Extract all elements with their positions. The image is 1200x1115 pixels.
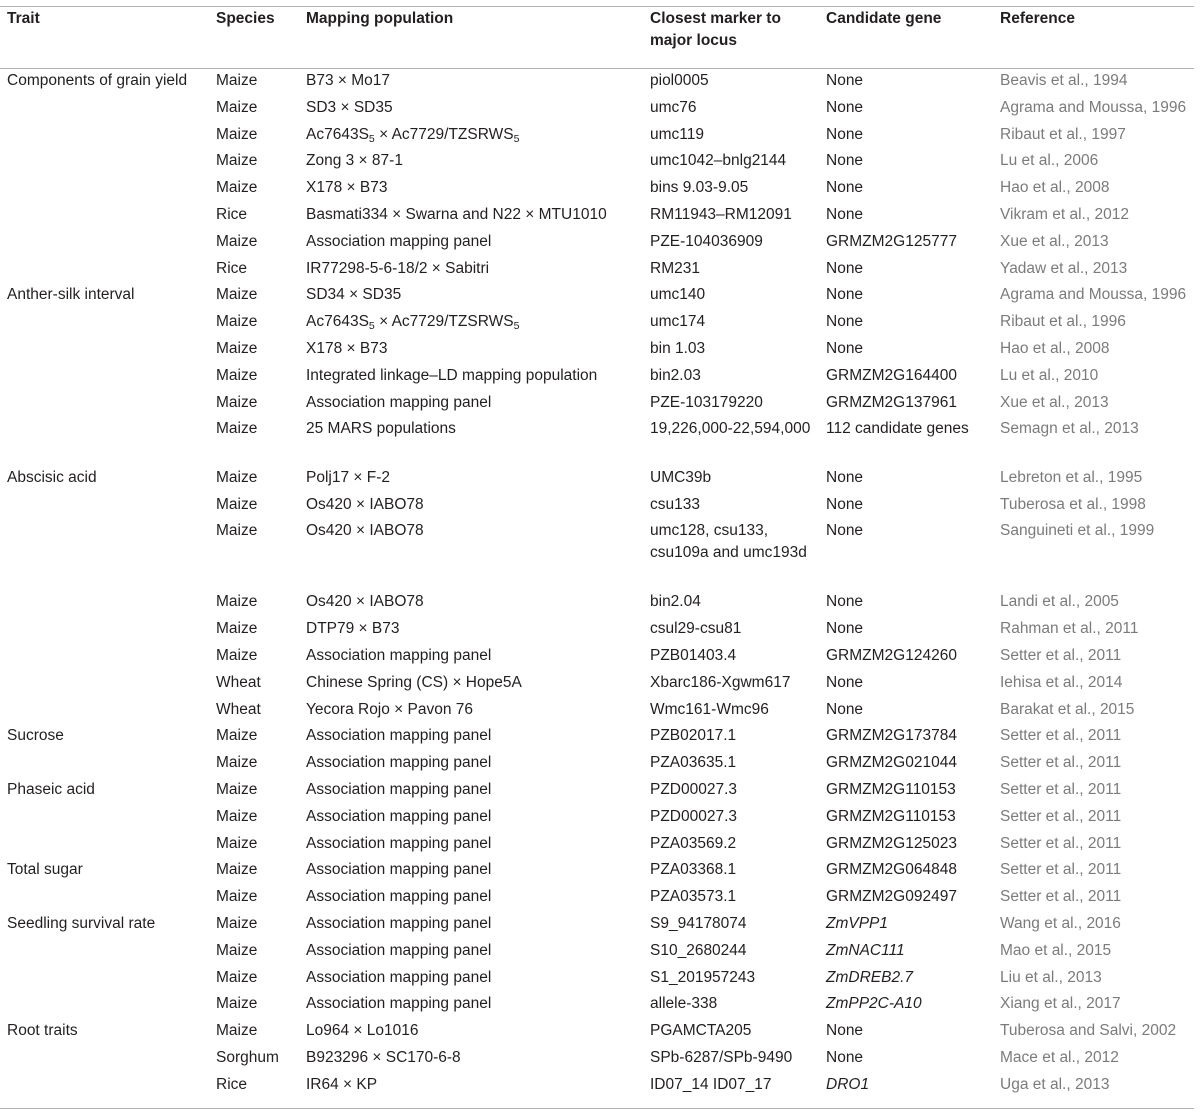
cell-marker: bin 1.03 bbox=[650, 339, 706, 357]
cell-trait bbox=[0, 390, 216, 417]
cell-reference: Landi et al., 2005 bbox=[1000, 593, 1119, 611]
cell-marker: S9_94178074 bbox=[650, 915, 747, 933]
cell-species: Maize bbox=[216, 125, 258, 143]
cell-marker: S10_2680244 bbox=[650, 941, 747, 959]
cell-population: Association mapping panel bbox=[306, 232, 492, 250]
cell-reference: Semagn et al., 2013 bbox=[1000, 420, 1139, 438]
cell-trait bbox=[0, 697, 216, 724]
cell-species: Maize bbox=[216, 861, 258, 879]
cell-population: IR77298-5-6-18/2 × Sabitri bbox=[306, 259, 490, 277]
bottom-rule bbox=[0, 1108, 1194, 1109]
cell-trait bbox=[0, 1072, 216, 1099]
cell-species: Rice bbox=[216, 1075, 248, 1093]
cell-reference: Lu et al., 2006 bbox=[1000, 152, 1099, 170]
cell-species: Rice bbox=[216, 259, 248, 277]
cell-trait bbox=[0, 643, 216, 670]
cell-marker: umc119 bbox=[650, 125, 704, 143]
cell-candidate-gene: None bbox=[826, 620, 864, 638]
cell-trait bbox=[0, 831, 216, 858]
cell-species: Maize bbox=[216, 393, 258, 411]
table-row bbox=[0, 831, 1194, 858]
cell-candidate-gene bbox=[826, 965, 1000, 992]
cell-trait: Components of grain yield bbox=[7, 72, 188, 89]
cell-trait: Sucrose bbox=[7, 727, 64, 745]
cell-reference: Ribaut et al., 1996 bbox=[1000, 313, 1126, 331]
cell-marker: PZA03368.1 bbox=[650, 861, 737, 879]
cell-reference: Agrama and Moussa, 1996 bbox=[1000, 286, 1187, 304]
cell-trait bbox=[0, 670, 216, 697]
cell-species: Maize bbox=[216, 888, 258, 906]
cell-reference: Rahman et al., 2011 bbox=[1000, 620, 1139, 638]
table-row bbox=[0, 616, 1194, 643]
cell-population: Association mapping panel bbox=[306, 393, 492, 411]
cell-species: Maize bbox=[216, 72, 258, 89]
cell-marker: RM11943–RM12091 bbox=[650, 205, 792, 223]
cell-marker: csu133 bbox=[650, 495, 700, 513]
cell-candidate-gene: GRMZM2G064848 bbox=[826, 861, 957, 879]
cell-species: Maize bbox=[216, 468, 258, 486]
cell-species: Maize bbox=[216, 98, 258, 116]
cell-reference: Uga et al., 2013 bbox=[1000, 1075, 1110, 1093]
cell-species: Maize bbox=[216, 941, 258, 959]
cell-trait bbox=[0, 616, 216, 643]
cell-reference: Yadaw et al., 2013 bbox=[1000, 259, 1128, 277]
table-row bbox=[0, 229, 1194, 256]
cell-candidate-gene bbox=[826, 938, 1000, 965]
table-row bbox=[0, 938, 1194, 965]
cell-candidate-gene: GRMZM2G125023 bbox=[826, 834, 957, 852]
cell-candidate-gene: None bbox=[826, 522, 864, 540]
cell-marker: PZB02017.1 bbox=[650, 727, 737, 745]
cell-marker: umc128, csu133, csu109a and umc193d bbox=[650, 522, 807, 562]
cell-reference: Xue et al., 2013 bbox=[1000, 232, 1109, 250]
cell-marker: umc76 bbox=[650, 98, 697, 116]
cell-population: Association mapping panel bbox=[306, 995, 492, 1013]
cell-trait bbox=[0, 938, 216, 965]
cell-population: SD34 × SD35 bbox=[306, 286, 402, 304]
cell-candidate-gene bbox=[826, 911, 1000, 938]
cell-candidate-gene bbox=[826, 1072, 1000, 1099]
cell-species: Maize bbox=[216, 339, 258, 357]
cell-species: Maize bbox=[216, 179, 258, 197]
cell-marker: PZD00027.3 bbox=[650, 807, 738, 825]
cell-candidate-gene: None bbox=[826, 286, 864, 304]
cell-marker: RM231 bbox=[650, 259, 700, 277]
cell-trait bbox=[0, 1045, 216, 1072]
cell-reference: Wang et al., 2016 bbox=[1000, 915, 1121, 933]
cell-marker: PGAMCTA205 bbox=[650, 1022, 752, 1040]
cell-reference: Lebreton et al., 1995 bbox=[1000, 468, 1143, 486]
table-row bbox=[0, 492, 1194, 519]
cell-reference: Tuberosa et al., 1998 bbox=[1000, 495, 1146, 513]
header-population: Mapping population bbox=[306, 10, 454, 27]
cell-population: Lo964 × Lo1016 bbox=[306, 1022, 419, 1040]
cell-trait bbox=[0, 804, 216, 831]
cell-trait: Anther-silk interval bbox=[7, 286, 135, 304]
cell-candidate-gene: None bbox=[826, 313, 864, 331]
cell-trait bbox=[0, 518, 216, 589]
table-row bbox=[0, 518, 1194, 589]
cell-candidate-gene: GRMZM2G164400 bbox=[826, 366, 957, 384]
cell-reference: Lu et al., 2010 bbox=[1000, 366, 1099, 384]
cell-population: Association mapping panel bbox=[306, 915, 492, 933]
population-text: $Ac7643S_5$ × $Ac7729/TZSRWS_5$ bbox=[306, 125, 520, 145]
cell-trait: Total sugar bbox=[7, 861, 83, 879]
cell-candidate-gene: None bbox=[826, 1022, 864, 1040]
cell-marker: PZB01403.4 bbox=[650, 647, 737, 665]
cell-population: X178 × B73 bbox=[306, 339, 388, 357]
cell-trait bbox=[0, 991, 216, 1018]
cell-reference: Sanguineti et al., 1999 bbox=[1000, 522, 1155, 540]
cell-species: Maize bbox=[216, 495, 258, 513]
cell-candidate-gene: GRMZM2G173784 bbox=[826, 727, 957, 745]
cell-population: Polj17 × F-2 bbox=[306, 468, 391, 486]
cell-population: Association mapping panel bbox=[306, 754, 492, 772]
cell-reference: Hao et al., 2008 bbox=[1000, 339, 1110, 357]
cell-population: Zong 3 × 87-1 bbox=[306, 152, 403, 170]
table-row bbox=[0, 750, 1194, 777]
cell-trait bbox=[0, 589, 216, 616]
cell-marker: ID07_14 ID07_17 bbox=[650, 1075, 772, 1093]
cell-population: Association mapping panel bbox=[306, 781, 492, 799]
cell-trait: Abscisic acid bbox=[7, 468, 97, 486]
cell-trait bbox=[0, 416, 216, 465]
table-body bbox=[0, 68, 1194, 1099]
cell-candidate-gene: GRMZM2G092497 bbox=[826, 888, 957, 906]
cell-population: Association mapping panel bbox=[306, 647, 492, 665]
cell-marker: Xbarc186-Xgwm617 bbox=[650, 673, 791, 691]
cell-population: Association mapping panel bbox=[306, 888, 492, 906]
cell-marker: bin2.03 bbox=[650, 366, 701, 384]
cell-species: Rice bbox=[216, 205, 248, 223]
cell-candidate-gene: None bbox=[826, 98, 864, 116]
table-row bbox=[0, 282, 1194, 309]
table-row bbox=[0, 777, 1194, 804]
table-row bbox=[0, 148, 1194, 175]
cell-marker: umc1042–bnlg2144 bbox=[650, 152, 787, 170]
cell-marker: S1_201957243 bbox=[650, 968, 756, 986]
cell-species: Wheat bbox=[216, 673, 261, 691]
cell-trait: Phaseic acid bbox=[7, 781, 95, 799]
cell-candidate-gene: GRMZM2G021044 bbox=[826, 754, 957, 772]
cell-species: Maize bbox=[216, 286, 258, 304]
cell-candidate-gene: GRMZM2G137961 bbox=[826, 393, 957, 411]
cell-candidate-gene: GRMZM2G110153 bbox=[826, 807, 956, 825]
cell-species: Maize bbox=[216, 232, 258, 250]
cell-population: X178 × B73 bbox=[306, 179, 388, 197]
cell-candidate-gene: None bbox=[826, 339, 864, 357]
cell-marker: umc174 bbox=[650, 313, 706, 331]
cell-trait bbox=[0, 202, 216, 229]
cell-trait: Root traits bbox=[7, 1022, 78, 1040]
cell-species: Maize bbox=[216, 522, 258, 540]
table-row bbox=[0, 965, 1194, 992]
table-row bbox=[0, 465, 1194, 492]
cell-marker: PZA03573.1 bbox=[650, 888, 737, 906]
table-row bbox=[0, 697, 1194, 724]
table-row bbox=[0, 884, 1194, 911]
cell-population: Basmati334 × Swarna and N22 × MTU1010 bbox=[306, 205, 607, 223]
cell-reference: Mao et al., 2015 bbox=[1000, 941, 1112, 959]
cell-marker: PZA03635.1 bbox=[650, 754, 737, 772]
cell-marker: PZA03569.2 bbox=[650, 834, 737, 852]
candidate-gene-italic: DRO1 bbox=[826, 1075, 870, 1093]
candidate-gene-italic: ZmVPP1 bbox=[826, 915, 889, 933]
cell-trait bbox=[0, 256, 216, 283]
cell-species: Maize bbox=[216, 754, 258, 772]
cell-species: Maize bbox=[216, 915, 258, 933]
cell-species: Maize bbox=[216, 834, 258, 852]
table-row bbox=[0, 95, 1194, 122]
cell-candidate-gene: None bbox=[826, 179, 864, 197]
table-row bbox=[0, 122, 1194, 149]
top-rule bbox=[0, 6, 1194, 7]
cell-reference: Setter et al., 2011 bbox=[1000, 807, 1122, 825]
cell-candidate-gene: None bbox=[826, 673, 864, 691]
cell-population: 25 MARS populations bbox=[306, 420, 456, 438]
header-marker: Closest marker to major locus bbox=[650, 10, 781, 49]
cell-species: Maize bbox=[216, 620, 258, 638]
cell-candidate-gene: None bbox=[826, 700, 864, 718]
table-row bbox=[0, 416, 1194, 465]
table-row bbox=[0, 670, 1194, 697]
cell-marker: Wmc161-Wmc96 bbox=[650, 700, 769, 718]
table-row bbox=[0, 804, 1194, 831]
header-gene: Candidate gene bbox=[826, 10, 942, 27]
table-row bbox=[0, 857, 1194, 884]
cell-trait bbox=[0, 229, 216, 256]
cell-marker: bins 9.03-9.05 bbox=[650, 179, 749, 197]
cell-candidate-gene: GRMZM2G125777 bbox=[826, 232, 957, 250]
cell-population: Association mapping panel bbox=[306, 807, 492, 825]
cell-marker: PZE-103179220 bbox=[650, 393, 763, 411]
population-text: $Ac7643S_5$ × $Ac7729/TZSRWS_5$ bbox=[306, 313, 520, 333]
header-reference: Reference bbox=[1000, 10, 1075, 27]
cell-population: Association mapping panel bbox=[306, 968, 492, 986]
cell-candidate-gene: GRMZM2G110153 bbox=[826, 781, 956, 799]
cell-population bbox=[306, 122, 650, 149]
cell-reference: Mace et al., 2012 bbox=[1000, 1049, 1119, 1066]
cell-candidate-gene: None bbox=[826, 125, 864, 143]
cell-population: Integrated linkage–LD mapping population bbox=[306, 366, 598, 384]
header-trait: Trait bbox=[7, 10, 40, 27]
cell-population: Association mapping panel bbox=[306, 727, 492, 745]
table-row bbox=[0, 390, 1194, 417]
cell-population: Os420 × IABO78 bbox=[306, 495, 424, 513]
table-row bbox=[0, 336, 1194, 363]
cell-reference: Setter et al., 2011 bbox=[1000, 861, 1122, 879]
cell-reference: Barakat et al., 2015 bbox=[1000, 700, 1135, 718]
cell-population: Os420 × IABO78 bbox=[306, 522, 424, 540]
cell-trait bbox=[0, 336, 216, 363]
cell-population: Association mapping panel bbox=[306, 861, 492, 879]
cell-reference: Xue et al., 2013 bbox=[1000, 393, 1109, 411]
cell-trait bbox=[0, 492, 216, 519]
cell-candidate-gene: None bbox=[826, 152, 864, 170]
cell-reference: Setter et al., 2011 bbox=[1000, 727, 1122, 745]
cell-population: Chinese Spring (CS) × Hope5A bbox=[306, 673, 522, 691]
table-row bbox=[0, 309, 1194, 336]
cell-species: Maize bbox=[216, 1022, 258, 1040]
cell-reference: Beavis et al., 1994 bbox=[1000, 72, 1128, 89]
cell-trait: Seedling survival rate bbox=[7, 915, 156, 933]
cell-marker: UMC39b bbox=[650, 468, 712, 486]
cell-species: Sorghum bbox=[216, 1049, 279, 1066]
cell-candidate-gene: 112 candidate genes bbox=[826, 420, 969, 438]
cell-reference: Setter et al., 2011 bbox=[1000, 834, 1122, 852]
cell-trait bbox=[0, 122, 216, 149]
cell-reference: Hao et al., 2008 bbox=[1000, 179, 1110, 197]
candidate-gene-italic: ZmNAC111 bbox=[826, 941, 905, 959]
table-row bbox=[0, 911, 1194, 938]
cell-trait bbox=[0, 95, 216, 122]
candidate-gene-italic: ZmPP2C-A10 bbox=[826, 995, 922, 1013]
cell-population: IR64 × KP bbox=[306, 1075, 378, 1093]
cell-candidate-gene: None bbox=[826, 205, 864, 223]
header-species: Species bbox=[216, 10, 275, 27]
cell-population: Association mapping panel bbox=[306, 941, 492, 959]
cell-marker: PZD00027.3 bbox=[650, 781, 738, 799]
cell-candidate-gene: GRMZM2G124260 bbox=[826, 647, 957, 665]
cell-marker: 19,226,000-22,594,000 bbox=[650, 420, 811, 438]
cell-candidate-gene: None bbox=[826, 259, 864, 277]
cell-candidate-gene: None bbox=[826, 593, 864, 611]
table-row bbox=[0, 1045, 1194, 1072]
candidate-gene-italic: ZmDREB2.7 bbox=[826, 968, 913, 986]
cell-reference: Iehisa et al., 2014 bbox=[1000, 673, 1123, 691]
cell-reference: Agrama and Moussa, 1996 bbox=[1000, 98, 1187, 116]
cell-candidate-gene: None bbox=[826, 1049, 864, 1066]
cell-species: Maize bbox=[216, 420, 258, 438]
cell-species: Maize bbox=[216, 727, 258, 745]
cell-marker: piol0005 bbox=[650, 72, 709, 89]
table-row bbox=[0, 723, 1194, 750]
cell-marker: PZE-104036909 bbox=[650, 232, 763, 250]
cell-trait bbox=[0, 884, 216, 911]
cell-marker: csul29-csu81 bbox=[650, 620, 742, 638]
cell-reference: Setter et al., 2011 bbox=[1000, 888, 1122, 906]
cell-reference: Setter et al., 2011 bbox=[1000, 754, 1122, 772]
cell-population: DTP79 × B73 bbox=[306, 620, 400, 638]
table-row bbox=[0, 1072, 1194, 1099]
cell-population: Os420 × IABO78 bbox=[306, 593, 424, 611]
cell-candidate-gene bbox=[826, 991, 1000, 1018]
table-row bbox=[0, 256, 1194, 283]
cell-reference: Ribaut et al., 1997 bbox=[1000, 125, 1126, 143]
cell-candidate-gene: None bbox=[826, 72, 864, 89]
cell-trait bbox=[0, 175, 216, 202]
cell-trait bbox=[0, 363, 216, 390]
cell-species: Maize bbox=[216, 807, 258, 825]
cell-trait bbox=[0, 965, 216, 992]
table-row bbox=[0, 643, 1194, 670]
cell-population bbox=[306, 309, 650, 336]
cell-species: Wheat bbox=[216, 700, 261, 718]
table-row bbox=[0, 68, 1194, 95]
cell-reference: Xiang et al., 2017 bbox=[1000, 995, 1121, 1013]
table-row bbox=[0, 589, 1194, 616]
cell-species: Maize bbox=[216, 593, 258, 611]
cell-species: Maize bbox=[216, 313, 258, 331]
cell-reference: Vikram et al., 2012 bbox=[1000, 205, 1129, 223]
table-row bbox=[0, 363, 1194, 390]
cell-species: Maize bbox=[216, 995, 258, 1013]
cell-marker: umc140 bbox=[650, 286, 706, 304]
cell-reference: Setter et al., 2011 bbox=[1000, 781, 1122, 799]
cell-population: SD3 × SD35 bbox=[306, 98, 393, 116]
cell-species: Maize bbox=[216, 152, 258, 170]
cell-reference: Liu et al., 2013 bbox=[1000, 968, 1102, 986]
cell-species: Maize bbox=[216, 647, 258, 665]
cell-species: Maize bbox=[216, 366, 258, 384]
cell-species: Maize bbox=[216, 781, 258, 799]
table-header-row bbox=[0, 8, 1194, 68]
table-row bbox=[0, 202, 1194, 229]
table-row bbox=[0, 175, 1194, 202]
table-row bbox=[0, 1018, 1194, 1045]
cell-candidate-gene: None bbox=[826, 495, 864, 513]
cell-trait bbox=[0, 309, 216, 336]
cell-trait bbox=[0, 148, 216, 175]
cell-population: Association mapping panel bbox=[306, 834, 492, 852]
cell-reference: Setter et al., 2011 bbox=[1000, 647, 1122, 665]
cell-population: B923296 × SC170-6-8 bbox=[306, 1049, 461, 1066]
cell-marker: SPb-6287/SPb-9490 bbox=[650, 1049, 793, 1066]
cell-species: Maize bbox=[216, 968, 258, 986]
cell-population: Yecora Rojo × Pavon 76 bbox=[306, 700, 474, 718]
cell-reference: Tuberosa and Salvi, 2002 bbox=[1000, 1022, 1177, 1040]
cell-population: B73 × Mo17 bbox=[306, 72, 391, 89]
cell-marker: bin2.04 bbox=[650, 593, 701, 611]
cell-candidate-gene: None bbox=[826, 468, 864, 486]
qtl-table bbox=[0, 8, 1194, 1099]
table-row bbox=[0, 991, 1194, 1018]
cell-trait bbox=[0, 750, 216, 777]
cell-marker: allele-338 bbox=[650, 995, 718, 1013]
